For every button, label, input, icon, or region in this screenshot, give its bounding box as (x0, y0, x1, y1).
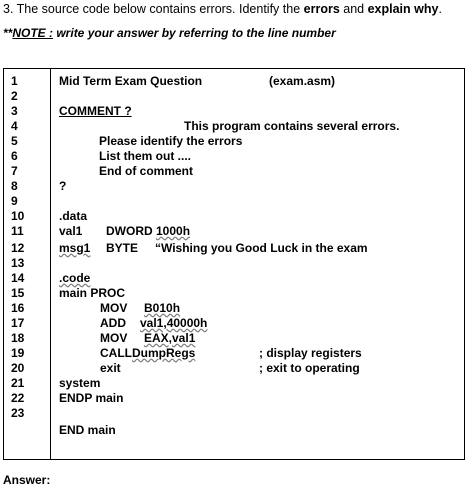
question-suffix: . (438, 2, 442, 16)
code-operand-text: EAX,val1 (144, 331, 196, 345)
line-number: 2 (11, 89, 18, 103)
code-msg-value: “Wishing you Good Luck in the exam (155, 241, 368, 255)
line-number: 1 (11, 74, 18, 88)
code-instruction: exit (100, 361, 121, 375)
code-msg-label (59, 241, 90, 256)
line-number: 17 (11, 316, 25, 330)
code-data-directive: .data (59, 209, 88, 223)
code-listing-box (3, 68, 465, 460)
question-bold-explain: explain why (367, 2, 439, 16)
code-inline-comment: ; display registers (259, 346, 362, 360)
line-number: 23 (11, 406, 25, 420)
code-var-type: DWORD (106, 224, 153, 238)
code-comment-line: List them out .... (99, 149, 191, 163)
code-operand (140, 316, 207, 331)
code-proc-end: ENDP main (59, 391, 124, 405)
code-operand-text: DumpRegs (132, 346, 196, 360)
answer-label: Answer: (3, 473, 51, 487)
line-number: 8 (11, 179, 18, 193)
note-text (3, 26, 336, 40)
code-comment-line: End of comment (99, 164, 194, 178)
question-text (3, 2, 442, 16)
code-comment-start (59, 104, 132, 119)
line-number: 10 (11, 209, 25, 223)
code-msg-label-text: msg1 (59, 241, 91, 255)
line-number: 20 (11, 361, 25, 375)
code-filename: (exam.asm) (269, 74, 336, 88)
line-number: 6 (11, 149, 18, 163)
question-prefix: 3. The source code below contains errors. Identify the (3, 2, 304, 16)
line-number-divider (50, 69, 51, 459)
code-comment-line: This program contains several errors. (184, 119, 400, 133)
code-instruction: MOV (100, 301, 128, 315)
code-operand (132, 346, 195, 361)
line-number: 11 (11, 224, 24, 238)
comment-keyword: COMMENT ? (59, 104, 132, 118)
question-bold-errors: errors (303, 2, 340, 16)
code-proc-start: main PROC (59, 286, 126, 300)
code-title: Mid Term Exam Question (59, 74, 203, 88)
line-number: 3 (11, 104, 18, 118)
code-msg-type: BYTE (106, 241, 139, 255)
code-var-value (156, 224, 190, 239)
line-number: 15 (11, 286, 25, 300)
note-body: write your answer by referring to the line number (53, 26, 336, 40)
line-number: 12 (11, 241, 25, 255)
line-number: 21 (11, 376, 25, 390)
code-code-directive (59, 271, 90, 286)
line-number: 19 (11, 346, 25, 360)
line-number: 22 (11, 391, 25, 405)
code-operand-text: val1,40000h (140, 316, 208, 330)
code-operand (144, 331, 195, 346)
code-instruction: MOV (100, 331, 128, 345)
code-comment-line: Please identify the errors (99, 134, 243, 148)
code-var-value-text: 1000h (156, 224, 191, 238)
line-number: 7 (11, 164, 18, 178)
line-number: 13 (11, 256, 25, 270)
line-number: 5 (11, 134, 18, 148)
note-stars: ** (3, 26, 13, 40)
question-mid: and (339, 2, 368, 16)
note-label: NOTE : (12, 26, 54, 40)
code-operand-text: B010h (144, 301, 181, 315)
code-directive-text: .code (59, 271, 91, 285)
line-number: 14 (11, 271, 25, 285)
code-end-directive: END main (59, 423, 116, 437)
code-comment-end: ? (59, 179, 67, 193)
line-number: 18 (11, 331, 25, 345)
line-number: 4 (11, 119, 18, 133)
code-operand (144, 301, 180, 316)
line-number: 16 (11, 301, 25, 315)
code-inline-comment: ; exit to operating (259, 361, 360, 375)
code-instruction: CALL (100, 346, 132, 360)
code-instruction: ADD (100, 316, 126, 330)
code-continuation: system (59, 376, 101, 390)
code-var-label: val1 (59, 224, 83, 238)
line-number: 9 (11, 194, 18, 208)
